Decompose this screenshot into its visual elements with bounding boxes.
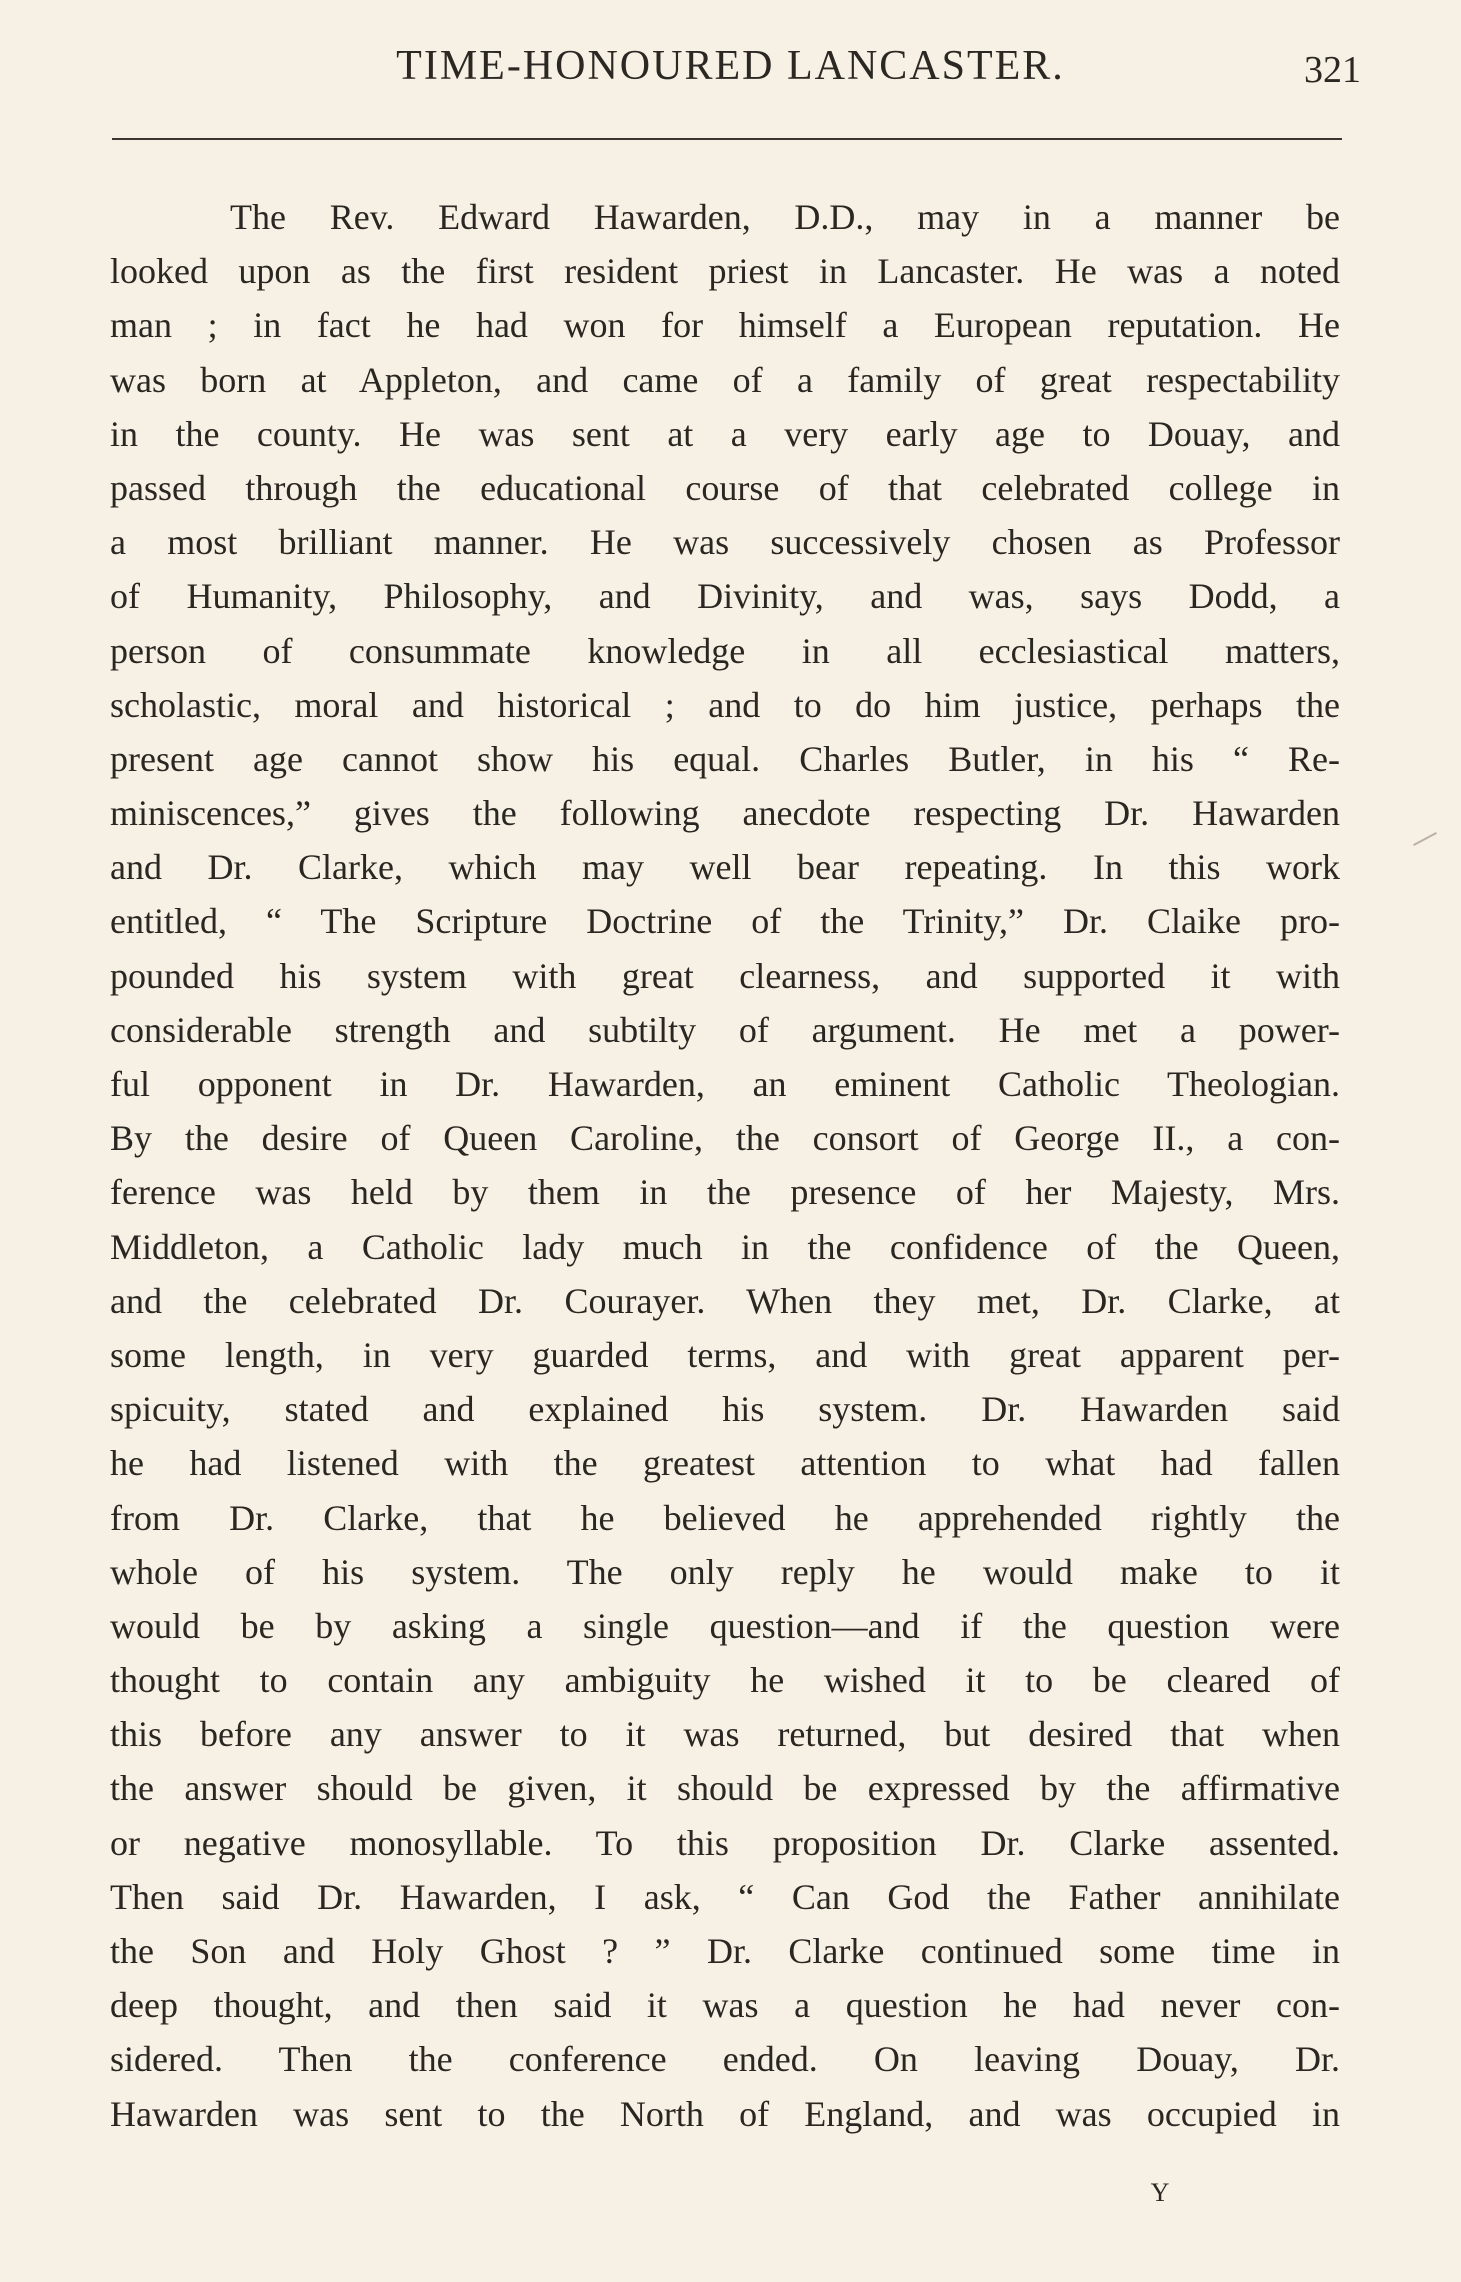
text-line: from Dr. Clarke, that he believed he apprehended rightly the (110, 1497, 1340, 1538)
text-line: he had listened with the greatest attention to what had fallen (110, 1443, 1340, 1484)
text-line: scholastic, moral and historical ; and to do him justice, perhaps the (110, 684, 1340, 725)
text-line: Then said Dr. Hawarden, I ask, “ Can God the Father annihilate (110, 1876, 1340, 1917)
text-line: the answer should be given, it should be expressed by the affirmative (110, 1768, 1340, 1809)
text-line: ference was held by them in the presence of her Majesty, Mrs. (110, 1172, 1340, 1213)
text-line: in the county. He was sent at a very early age to Douay, and (110, 413, 1340, 454)
signature-mark (0, 2178, 1461, 2208)
text-line: By the desire of Queen Caroline, the consort of George II., a con- (110, 1118, 1340, 1159)
text-line: person of consummate knowledge in all ecclesiastical matters, (110, 630, 1340, 671)
text-line: entitled, “ The Scripture Doctrine of the Trinity,” Dr. Claike pro- (110, 901, 1340, 942)
text-line: and Dr. Clarke, which may well bear repeating. In this work (110, 847, 1340, 888)
text-line: the Son and Holy Ghost ? ” Dr. Clarke continued some time in (110, 1931, 1340, 1971)
text-line: some length, in very guarded terms, and with great apparent per- (110, 1334, 1340, 1375)
text-line: ful opponent in Dr. Hawarden, an eminent Catholic Theologian. (110, 1064, 1340, 1104)
text-line: Middleton, a Catholic lady much in the confidence of the Queen, (110, 1226, 1340, 1267)
text-line: sidered. Then the conference ended. On leaving Douay, Dr. (110, 2039, 1340, 2080)
signature-letter: Y (1150, 2178, 1171, 2207)
running-title: TIME-HONOURED LANCASTER. (396, 43, 1065, 89)
text-line: and the celebrated Dr. Courayer. When they met, Dr. Clarke, at (110, 1280, 1340, 1321)
text-line: Hawarden was sent to the North of England, and was occupied in (110, 2093, 1340, 2134)
text-line: thought to contain any ambiguity he wished it to be cleared of (110, 1660, 1340, 1701)
margin-mark (1413, 832, 1437, 846)
text-line: The Rev. Edward Hawarden, D.D., may in a manner be (230, 197, 1340, 237)
running-head (0, 42, 1461, 92)
text-line: of Humanity, Philosophy, and Divinity, and was, says Dodd, a (110, 576, 1340, 617)
text-line: spicuity, stated and explained his system. Dr. Hawarden said (110, 1389, 1340, 1430)
text-line: man ; in fact he had won for himself a European reputation. He (110, 305, 1340, 346)
text-line: looked upon as the first resident priest in Lancaster. He was a noted (110, 251, 1340, 292)
text-line: deep thought, and then said it was a question he had never con- (110, 1985, 1340, 2026)
text-line: considerable strength and subtilty of argument. He met a power- (110, 1009, 1340, 1050)
text-line: this before any answer to it was returned, but desired that when (110, 1714, 1340, 1755)
text-line: would be by asking a single question—and if the question were (110, 1605, 1340, 1646)
text-line: whole of his system. The only reply he would make to it (110, 1551, 1340, 1592)
text-line: was born at Appleton, and came of a family of great respectability (110, 359, 1340, 400)
text-line: a most brilliant manner. He was successively chosen as Professor (110, 522, 1340, 563)
header-rule (112, 138, 1342, 140)
body-paragraph (110, 190, 1340, 2141)
page-number: 321 (1304, 49, 1361, 91)
text-line: pounded his system with great clearness, and supported it with (110, 955, 1340, 996)
text-line: miniscences,” gives the following anecdote respecting Dr. Hawarden (110, 793, 1340, 834)
text-line: present age cannot show his equal. Charles Butler, in his “ Re- (110, 738, 1340, 779)
text-line: or negative monosyllable. To this proposition Dr. Clarke assented. (110, 1822, 1340, 1863)
text-line: passed through the educational course of that celebrated college in (110, 467, 1340, 508)
